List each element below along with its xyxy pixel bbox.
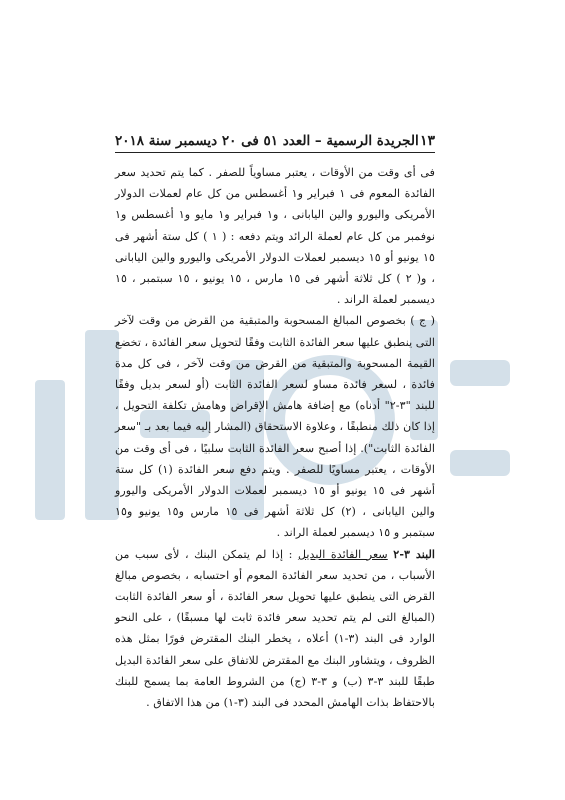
paragraph-1: فى أى وقت من الأوقات ، يعتبر مساوياً للصفر . كما يتم تحديد سعر الفائدة المعوم فى ١ فبراير و١ أغسطس من كل عام لعملات الدولار الأمريكى واليورو والين اليابانى ، و١ فبراير و١ مايو و١ أغسطس و١ نوفمبر من كل عام لعملة الرائد ويتم دفعه : ( ١ ) كل ستة أشهر فى ١٥ يونيو أو ١٥ ديسمبر لعملات الدولار الأمريكى واليورو والين اليابانى ، و( ٢ ) كل ثلاثة أشهر فى ١٥ مارس ، ١٥ يونيو ، ١٥ سبتمبر ، ١٥ ديسمبر لعملة الراند . (115, 166, 435, 307)
document-body (115, 162, 435, 713)
clause-label: البند ٣-٢ (393, 546, 435, 561)
clause-3-2 (115, 544, 435, 714)
header-title: الجريدة الرسمية – العدد ٥١ فى ٢٠ ديسمبر سنة ٢٠١٨ (115, 133, 419, 149)
page-number: ١٣ (419, 133, 435, 149)
page-header (115, 127, 435, 149)
clause-text: : إذا لم يتمكن البنك ، لأى سبب من الأسباب ، من تحديد سعر الفائدة المعوم أو احتسابه ، بخصوص مبالغ القرض التى ينطبق عليها تحويل سعر الفائدة ، أو سعر الفائدة الثابت (المبالغ التى لم يتم تحديد سعر فائدة ثابت لها مسبقًا) ، على النحو الوارد فى البند (٣-١) أعلاه ، يخطر البنك المقترض فورًا بمثل هذه الظروف ، ويتشاور البنك مع المقترض للاتفاق على سعر الفائدة البديل طبقًا للبند ٣-٣ (ب) و ٣-٣ (ج) من الشروط العامة بما يسمح للبنك بالاحتفاظ بذات الهامش المحدد فى البند (٣-١) من هذا الاتفاق . (115, 547, 436, 710)
paragraph-2: ( ج ) بخصوص المبالغ المسحوبة والمتبقية من القرض من وقت لآخر التى ينطبق عليها سعر الفائدة الثابت وفقًا لتحويل سعر الفائدة ، تخضع القيمة المسحوبة والمتبقية من القرض من وقت لآخر ، فى كل مدة فائدة ، لسعر فائدة مساو لسعر الفائدة الثابت (أو لسعر بديل وفقًا للبند "٣-٢" أدناه) مع إضافة هامش الإقراض وهامش تكلفة التحويل ، إذا كان ذلك منطبقًا ، وعلاوة الاستحقاق (المشار إليه فيما بعد بـ "سعر الفائدة الثابت"). إذا أصبح سعر الفائدة الثابت سلبيًا ، فى أى وقت من الأوقات ، يعتبر مساويًا للصفر . ويتم دفع سعر الفائدة (١) كل ستة أشهر فى ١٥ يونيو أو ١٥ ديسمبر لعملات الدولار الأمريكى واليورو والين اليابانى ، (٢) كل ثلاثة أشهر فى ١٥ مارس و١٥ يونيو و١٥ سبتمبر و ١٥ ديسمبر لعملة الراند . (115, 314, 435, 540)
clause-heading: سعر الفائدة البديل (297, 547, 388, 561)
header-divider (115, 152, 435, 153)
